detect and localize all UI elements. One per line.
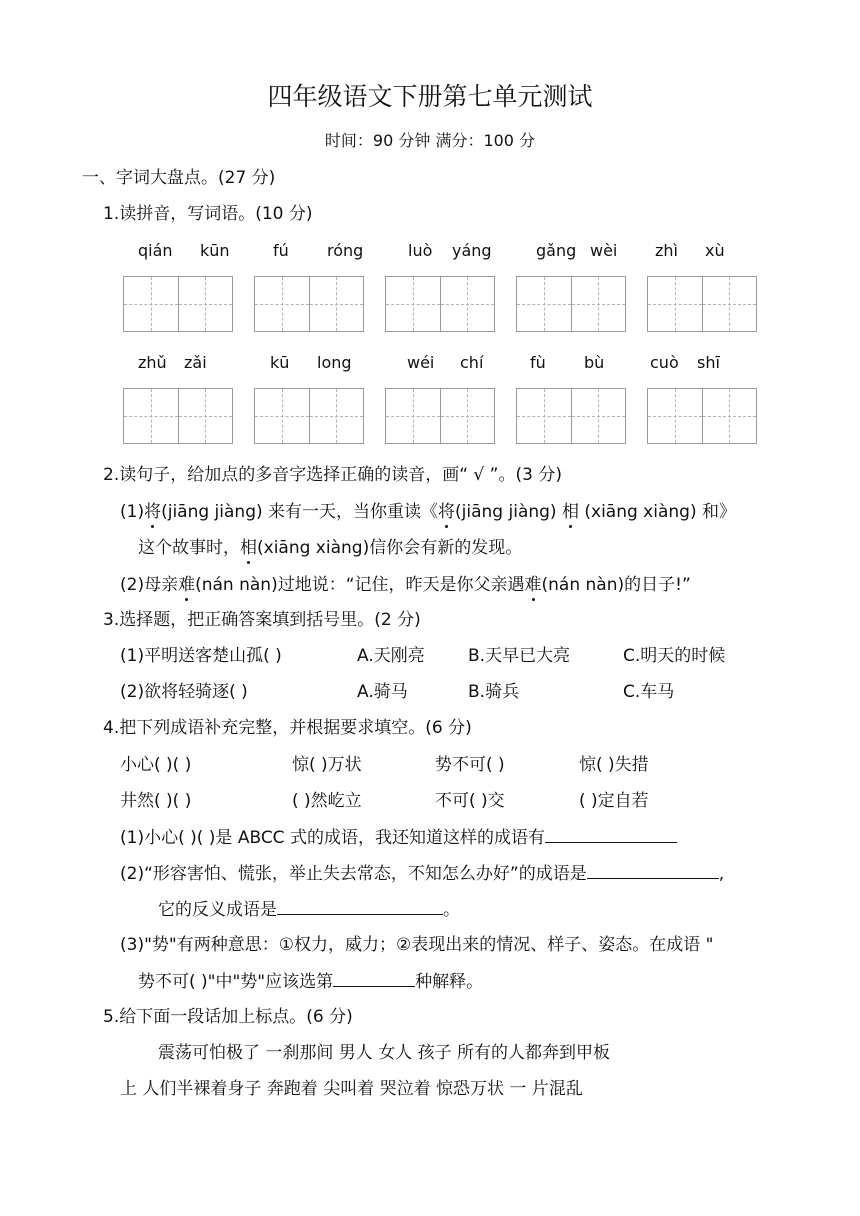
option-a[interactable]: A.骑马 — [357, 682, 408, 702]
char-cell[interactable] — [310, 388, 365, 444]
pinyin: xù — [705, 241, 725, 260]
word-box[interactable] — [647, 388, 757, 444]
pinyin: long — [317, 353, 352, 372]
char-cell[interactable] — [441, 388, 496, 444]
page-title: 四年级语文下册第七单元测试 — [267, 82, 593, 111]
pinyin: róng — [327, 241, 364, 260]
pinyin: bù — [584, 353, 605, 372]
pronunciation-options[interactable]: (xiāng xiàng) — [257, 538, 370, 558]
item-number: (1) — [120, 502, 145, 522]
pinyin: luò — [408, 241, 433, 260]
char-cell[interactable] — [516, 388, 572, 444]
char-cell[interactable] — [647, 276, 703, 332]
writing-grid-row-1 — [123, 276, 757, 332]
polyphone-char: 难 — [524, 575, 542, 595]
q3-item-2 — [120, 681, 760, 703]
q2-sentence-2 — [120, 574, 691, 596]
writing-grid-row-2 — [123, 388, 757, 444]
answer-blank[interactable] — [333, 970, 415, 987]
polyphone-char: 相 — [240, 538, 257, 558]
q3-heading: 3.选择题，把正确答案填到括号里。(2 分) — [103, 610, 421, 630]
char-cell[interactable] — [516, 276, 572, 332]
char-cell[interactable] — [703, 388, 758, 444]
pinyin: zǎi — [184, 353, 207, 372]
char-cell[interactable] — [179, 388, 234, 444]
char-cell[interactable] — [572, 388, 627, 444]
idiom-blank[interactable]: 惊( )失措 — [579, 755, 649, 775]
q4-sub-1 — [120, 826, 677, 849]
word-box[interactable] — [385, 388, 495, 444]
pinyin: wéi — [407, 353, 435, 372]
sentence-text: 这个故事时， — [138, 538, 240, 558]
pronunciation-options[interactable]: (nán nàn) — [195, 575, 278, 595]
char-cell[interactable] — [703, 276, 758, 332]
polyphone-char: 将 — [438, 502, 456, 522]
answer-blank[interactable] — [277, 898, 443, 915]
sentence-text: 的日子!” — [624, 575, 691, 595]
sentence-text: (2)母亲 — [120, 575, 179, 595]
q4-sub-3-cont — [138, 970, 483, 993]
q2-sentence-1 — [120, 501, 736, 523]
q3-item-1 — [120, 645, 760, 667]
pinyin: fú — [273, 241, 289, 260]
pinyin: yáng — [452, 241, 492, 260]
idiom-blank[interactable]: 势不可( ) — [435, 755, 505, 775]
q2-heading: 2.读句子，给加点的多音字选择正确的读音，画“ √ ”。(3 分) — [103, 465, 562, 485]
polyphone-char: 相 — [561, 502, 579, 522]
char-cell[interactable] — [123, 388, 179, 444]
char-cell[interactable] — [385, 276, 441, 332]
option-c[interactable]: C.车马 — [623, 682, 675, 702]
section-1-heading: 一、字词大盘点。(27 分) — [82, 168, 276, 188]
sub-question-text: 势不可( )"中"势"应该选第 — [138, 972, 334, 992]
char-cell[interactable] — [254, 276, 310, 332]
idiom-blank[interactable]: 井然( )( ) — [120, 791, 192, 811]
answer-blank[interactable] — [545, 826, 677, 843]
word-box[interactable] — [123, 276, 233, 332]
word-box[interactable] — [123, 388, 233, 444]
pinyin: kū — [270, 353, 290, 372]
pronunciation-options[interactable]: (xiāng xiàng) — [584, 502, 697, 522]
word-box[interactable] — [254, 276, 364, 332]
pinyin: cuò — [650, 353, 679, 372]
polyphone-char: 将 — [144, 502, 162, 522]
char-cell[interactable] — [385, 388, 441, 444]
pinyin: chí — [460, 353, 484, 372]
sentence-text: 来有一天，当你重读《 — [268, 502, 439, 522]
question-stem: (1)平明送客楚山孤( ) — [120, 646, 282, 666]
question-stem: (2)欲将轻骑逐( ) — [120, 682, 248, 702]
sentence-text: 过地说：“记住，昨天是你父亲遇 — [277, 575, 525, 595]
punctuation: , — [718, 864, 725, 884]
idiom-row-2 — [120, 790, 760, 812]
sub-question-text: 它的反义成语是 — [158, 900, 277, 920]
sub-question-text: (1)小心( )( )是 ABCC 式的成语，我还知道这样的成语有 — [120, 828, 545, 848]
idiom-blank[interactable]: 小心( )( ) — [120, 755, 192, 775]
punctuation: 。 — [443, 900, 460, 920]
option-a[interactable]: A.天刚亮 — [357, 646, 425, 666]
char-cell[interactable] — [254, 388, 310, 444]
idiom-blank[interactable]: ( )然屹立 — [292, 791, 362, 811]
q2-sentence-1-cont — [138, 537, 522, 559]
word-box[interactable] — [516, 388, 626, 444]
q4-sub-2 — [120, 862, 724, 885]
char-cell[interactable] — [572, 276, 627, 332]
word-box[interactable] — [647, 276, 757, 332]
char-cell[interactable] — [179, 276, 234, 332]
char-cell[interactable] — [441, 276, 496, 332]
pinyin: qián — [138, 241, 173, 260]
option-c[interactable]: C.明天的时候 — [623, 646, 726, 666]
option-b[interactable]: B.骑兵 — [468, 682, 520, 702]
idiom-row-1 — [120, 754, 760, 776]
word-box[interactable] — [254, 388, 364, 444]
char-cell[interactable] — [123, 276, 179, 332]
char-cell[interactable] — [310, 276, 365, 332]
idiom-blank[interactable]: 惊( )万状 — [292, 755, 362, 775]
option-b[interactable]: B.天早已大亮 — [468, 646, 571, 666]
q4-sub-3: (3)"势"有两种意思：①权力，威力；②表现出来的情况、样子、姿态。在成语 " — [120, 935, 714, 955]
q4-sub-2-cont — [158, 898, 460, 921]
char-cell[interactable] — [647, 388, 703, 444]
answer-blank[interactable] — [587, 862, 719, 879]
word-box[interactable] — [516, 276, 626, 332]
q4-heading: 4.把下列成语补充完整，并根据要求填空。(6 分) — [103, 718, 472, 738]
pinyin: gǎng — [536, 241, 577, 260]
pinyin: kūn — [200, 241, 230, 260]
idiom-blank[interactable]: ( )定自若 — [579, 791, 649, 811]
sentence-text: 信你会有新的发现。 — [369, 538, 523, 558]
pronunciation-options[interactable]: (jiāng jiàng) — [161, 502, 263, 522]
pronunciation-options[interactable]: (jiāng jiàng) — [455, 502, 557, 522]
pronunciation-options[interactable]: (nán nàn) — [541, 575, 625, 595]
sentence-text: 和》 — [701, 502, 736, 522]
q5-passage-line-1[interactable]: 震荡可怕极了 一刹那间 男人 女人 孩子 所有的人都奔到甲板 — [158, 1043, 611, 1063]
q1-heading: 1.读拼音，写词语。(10 分) — [103, 204, 313, 224]
sub-question-text: 种解释。 — [415, 972, 484, 992]
exam-info: 时间：90 分钟 满分：100 分 — [324, 131, 536, 150]
idiom-blank[interactable]: 不可( )交 — [435, 791, 505, 811]
q5-passage-line-2[interactable]: 上 人们半裸着身子 奔跑着 尖叫着 哭泣着 惊恐万状 一 片混乱 — [120, 1079, 583, 1099]
sub-question-text: (2)“形容害怕、慌张，举止失去常态，不知怎么办好”的成语是 — [120, 864, 587, 884]
pinyin: zhǔ — [138, 353, 167, 372]
q5-heading: 5.给下面一段话加上标点。(6 分) — [103, 1007, 353, 1027]
word-box[interactable] — [385, 276, 495, 332]
pinyin: fù — [530, 353, 546, 372]
pinyin: zhì — [655, 241, 678, 260]
pinyin: shī — [697, 353, 720, 372]
pinyin: wèi — [590, 241, 618, 260]
polyphone-char: 难 — [178, 575, 196, 595]
